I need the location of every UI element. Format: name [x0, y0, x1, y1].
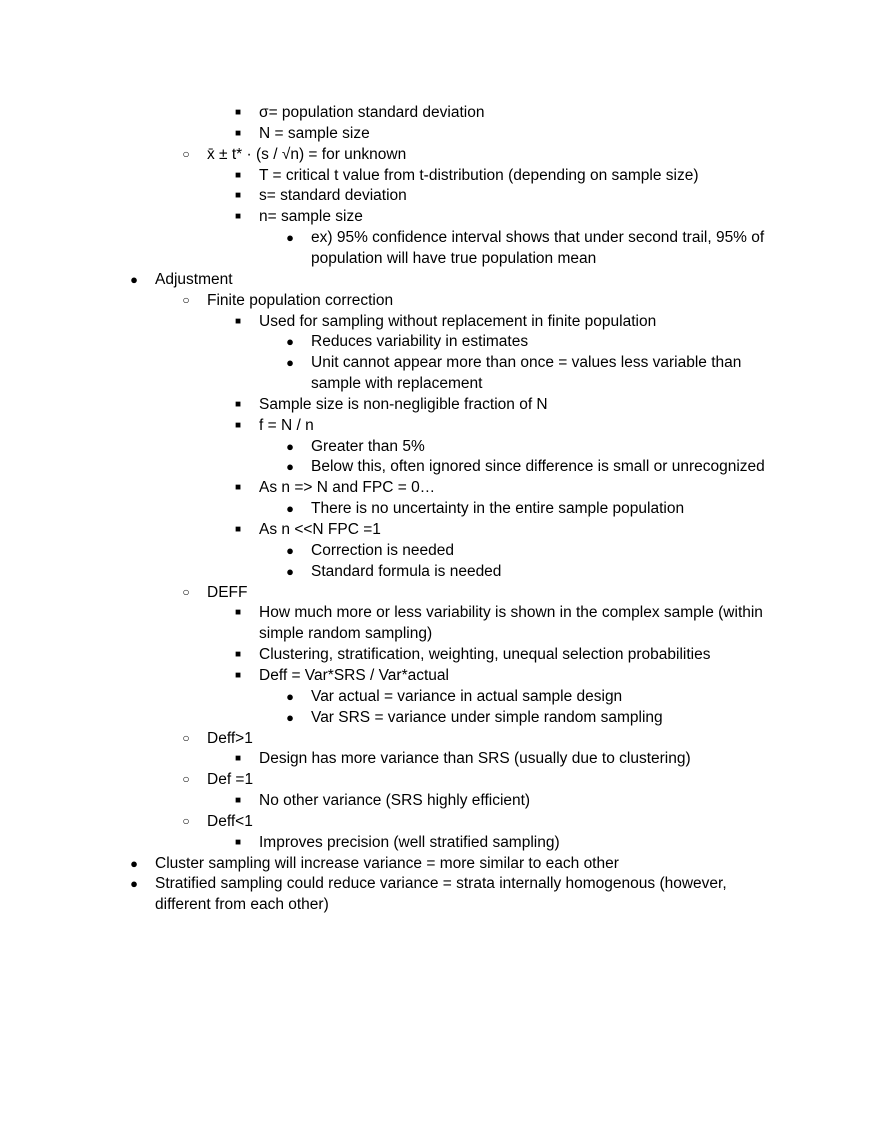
list-item-text: Var SRS = variance under simple random sampling — [311, 708, 663, 726]
bullet-square-icon: ■ — [234, 169, 242, 181]
bullet-disc-icon: ● — [130, 855, 138, 871]
list-item — [0, 561, 880, 582]
list-item-text: sample with replacement — [311, 375, 483, 393]
list-item-text: Standard formula is needed — [311, 562, 502, 580]
bullet-square-icon: ■ — [234, 524, 242, 535]
bullet-square-icon: ■ — [234, 190, 242, 202]
list-item — [0, 206, 880, 227]
bullet-disc-icon: ● — [130, 271, 138, 287]
list-item — [0, 665, 880, 686]
list-item — [0, 790, 880, 811]
bullet-circle-icon: ○ — [182, 292, 190, 307]
list-item — [0, 290, 880, 311]
list-item-text: Var actual = variance in actual sample design — [311, 687, 623, 705]
bullet-square-icon: ■ — [234, 649, 242, 661]
bullet-disc-icon: ● — [130, 876, 138, 892]
bullet-disc-icon: ● — [286, 542, 294, 558]
list-item-text: How much more or less variability is shown in the complex sample (within — [259, 604, 763, 622]
list-item-text: simple random sampling) — [259, 625, 433, 643]
list-item — [0, 748, 880, 769]
list-item — [0, 269, 880, 290]
bullet-disc-icon: ● — [286, 501, 294, 517]
list-item-text: DEFF — [207, 583, 248, 601]
list-item — [0, 102, 880, 123]
list-item-text: Cluster sampling will increase variance = more similar to each other — [155, 854, 619, 872]
list-item — [0, 477, 880, 498]
list-item-text: f = N / n — [259, 416, 314, 434]
list-item-text: s= standard deviation — [259, 187, 407, 205]
bullet-circle-icon: ○ — [182, 813, 190, 828]
bullet-disc-icon: ● — [286, 709, 294, 725]
list-item-text: population will have true population mean — [311, 249, 597, 267]
bullet-disc-icon: ● — [286, 563, 294, 579]
list-item — [0, 331, 880, 352]
list-item — [0, 582, 880, 603]
list-item-text: x̄ ± t* · (s / √n) = for unknown — [207, 145, 407, 163]
bullet-disc-icon: ● — [286, 230, 294, 246]
bullet-circle-icon: ○ — [182, 730, 190, 745]
list-item — [0, 394, 880, 415]
bullet-square-icon: ■ — [234, 753, 242, 765]
bullet-square-icon: ■ — [234, 607, 242, 619]
bullet-circle-icon: ○ — [182, 146, 190, 161]
list-item-text: n= sample size — [259, 208, 363, 226]
list-item-text: Def =1 — [207, 771, 254, 789]
bullet-disc-icon: ● — [286, 688, 294, 704]
bullet-square-icon: ■ — [234, 836, 242, 848]
list-item — [0, 456, 880, 477]
list-item-text: Reduces variability in estimates — [311, 333, 529, 351]
bullet-disc-icon: ● — [286, 355, 294, 371]
list-item-text: There is no uncertainty in the entire sample population — [311, 500, 685, 518]
list-item — [0, 769, 880, 790]
list-item — [0, 415, 880, 436]
list-item-text: Deff>1 — [207, 729, 253, 747]
list-item-text: N = sample size — [259, 124, 370, 142]
list-item-text: Correction is needed — [311, 541, 455, 559]
bullet-disc-icon: ● — [286, 334, 294, 350]
bullet-disc-icon: ● — [286, 459, 294, 475]
list-item — [0, 811, 880, 832]
list-item-text: As n <<N FPC =1 — [259, 521, 381, 538]
list-item-text: Improves precision (well stratified sampling) — [259, 833, 560, 851]
bullet-square-icon: ■ — [234, 398, 242, 410]
list-item — [0, 165, 880, 186]
list-item — [0, 602, 880, 623]
list-item — [0, 227, 880, 248]
list-item — [0, 373, 880, 394]
bullet-circle-icon: ○ — [182, 584, 190, 599]
list-item-text: ex) 95% confidence interval shows that under second trail, 95% of — [311, 229, 765, 247]
list-item — [0, 185, 880, 206]
list-item — [0, 123, 880, 144]
list-item-text: Deff<1 — [207, 812, 253, 830]
list-item — [0, 707, 880, 728]
list-item-text: Design has more variance than SRS (usually due to clustering) — [259, 750, 691, 768]
list-item-text: Below this, often ignored since difference is small or unrecognized — [311, 458, 765, 476]
bullet-square-icon: ■ — [234, 211, 242, 223]
list-item — [0, 644, 880, 665]
list-item-text: Sample size is non-negligible fraction of N — [259, 395, 548, 413]
bullet-circle-icon: ○ — [182, 772, 190, 787]
list-item — [0, 686, 880, 707]
bullet-disc-icon: ● — [286, 438, 294, 454]
list-item-text: Unit cannot appear more than once = values less variable than — [311, 354, 742, 372]
list-item — [0, 248, 880, 269]
list-item — [0, 498, 880, 519]
bullet-square-icon: ■ — [234, 419, 242, 431]
list-item-text: Used for sampling without replacement in finite population — [259, 312, 657, 330]
list-item — [0, 853, 880, 874]
list-item-text: σ= population standard deviation — [259, 104, 485, 121]
list-item — [0, 519, 880, 540]
list-item — [0, 894, 880, 915]
list-item-text: different from each other) — [155, 896, 329, 914]
list-item — [0, 873, 880, 894]
list-item — [0, 352, 880, 373]
bullet-square-icon: ■ — [234, 315, 242, 327]
list-item-text: No other variance (SRS highly efficient) — [259, 792, 531, 810]
bullet-square-icon: ■ — [234, 127, 242, 139]
list-item-text: Stratified sampling could reduce variance = strata internally homogenous (however, — [155, 875, 727, 893]
list-item — [0, 144, 880, 165]
list-item-text: As n => N and FPC = 0… — [259, 479, 436, 497]
list-item — [0, 540, 880, 561]
bullet-square-icon: ■ — [234, 795, 242, 807]
list-item — [0, 728, 880, 749]
list-item-text: Greater than 5% — [311, 437, 425, 455]
list-item — [0, 311, 880, 332]
list-item — [0, 436, 880, 457]
bullet-square-icon: ■ — [234, 107, 242, 118]
bullet-square-icon: ■ — [234, 669, 242, 681]
list-item-text: T = critical t value from t-distribution (depending on sample size) — [259, 166, 699, 184]
list-item-text: Finite population correction — [207, 291, 394, 309]
bullet-square-icon: ■ — [234, 482, 242, 494]
list-item-text: Deff = Var*SRS / Var*actual — [259, 666, 449, 684]
list-item-text: Adjustment — [155, 270, 233, 288]
list-item — [0, 832, 880, 853]
list-item-text: Clustering, stratification, weighting, unequal selection probabilities — [259, 646, 711, 664]
list-item — [0, 623, 880, 644]
